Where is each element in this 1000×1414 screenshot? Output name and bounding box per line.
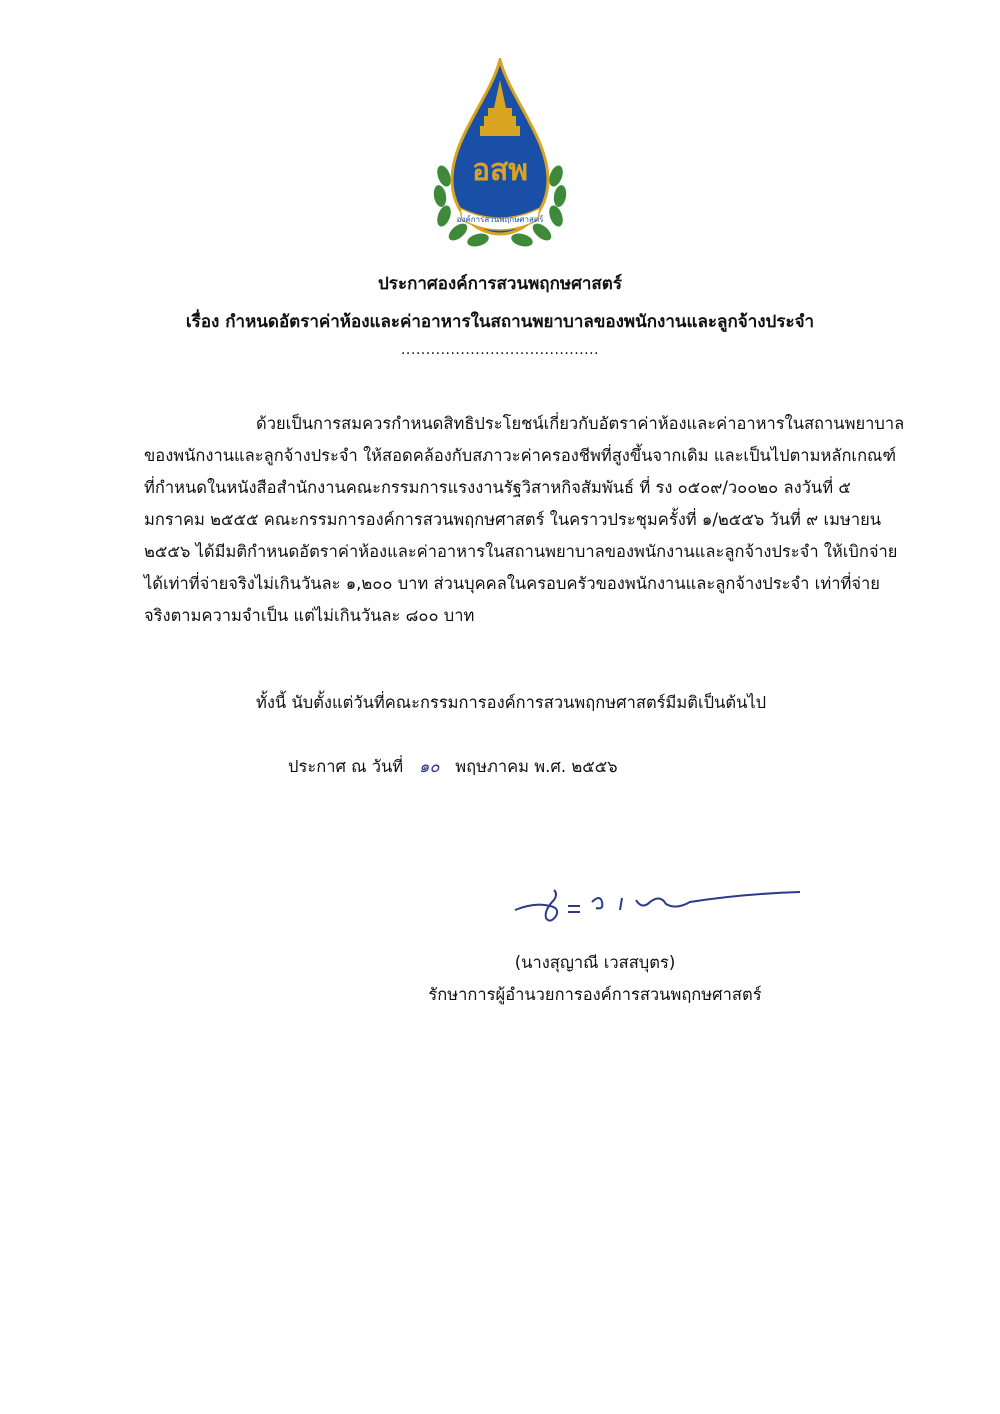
organization-logo bbox=[430, 58, 570, 248]
handwritten-signature bbox=[510, 880, 810, 930]
logo-monogram: อสพ bbox=[471, 153, 529, 188]
announcement-date bbox=[288, 754, 618, 780]
logo-ribbon-text: องค์การสวนพฤกษศาสตร์ bbox=[456, 215, 544, 224]
paragraph-line: ๒๕๕๖ ได้มีมติกำหนดอัตราค่าห้องและค่าอาหารในสถานพยาบาลของพนักงานและลูกจ้างประจำ ให้เบิกจ่าย bbox=[144, 542, 898, 561]
paragraph-line: ที่กำหนดในหนังสือสำนักงานคณะกรรมการแรงงานรัฐวิสาหกิจสัมพันธ์ ที่ รง ๐๕๐๙/ว๐๐๒๐ ลงวันที่ ๕ bbox=[144, 478, 851, 497]
paragraph-line: ด้วยเป็นการสมควรกำหนดสิทธิประโยชน์เกี่ยวกับอัตราค่าห้องและค่าอาหารในสถานพยาบาล bbox=[256, 414, 905, 433]
paragraph-line: มกราคม ๒๕๕๕ คณะกรรมการองค์การสวนพฤกษศาสตร์ ในคราวประชุมครั้งที่ ๑/๒๕๕๖ วันที่ ๙ เมษายน bbox=[144, 510, 882, 529]
signatory-name: (นางสุญาณี เวสสบุตร) bbox=[514, 953, 676, 972]
paragraph-line: ได้เท่าที่จ่ายจริงไม่เกินวันละ ๑,๒๐๐ บาท ส่วนบุคคลในครอบครัวของพนักงานและลูกจ้างประจำ เท่าที่จ่าย bbox=[144, 574, 880, 593]
body-paragraph-1 bbox=[144, 408, 939, 632]
separator: ........................................ bbox=[400, 342, 599, 358]
date-prefix: ประกาศ ณ วันที่ bbox=[288, 757, 404, 776]
body-paragraph-2: ทั้งนี้ นับตั้งแต่วันที่คณะกรรมการองค์การสวนพฤกษศาสตร์มีมติเป็นต้นไป bbox=[256, 693, 767, 712]
paragraph-line: ของพนักงานและลูกจ้างประจำ ให้สอดคล้องกับสภาวะค่าครองชีพที่สูงขึ้นจากเดิม และเป็นไปตามหลักเกณฑ์ bbox=[144, 446, 897, 465]
paragraph-line: จริงตามความจำเป็น แต่ไม่เกินวันละ ๘๐๐ บาท bbox=[144, 606, 475, 625]
announcement-subject: เรื่อง กำหนดอัตราค่าห้องและค่าอาหารในสถานพยาบาลของพนักงานและลูกจ้างประจำ bbox=[185, 312, 815, 332]
date-day: ๑๐ bbox=[418, 757, 440, 776]
signatory-position: รักษาการผู้อำนวยการองค์การสวนพฤกษศาสตร์ bbox=[428, 985, 762, 1004]
date-month-year: พฤษภาคม พ.ศ. ๒๕๕๖ bbox=[455, 757, 618, 776]
announcement-title: ประกาศองค์การสวนพฤกษศาสตร์ bbox=[378, 274, 622, 294]
